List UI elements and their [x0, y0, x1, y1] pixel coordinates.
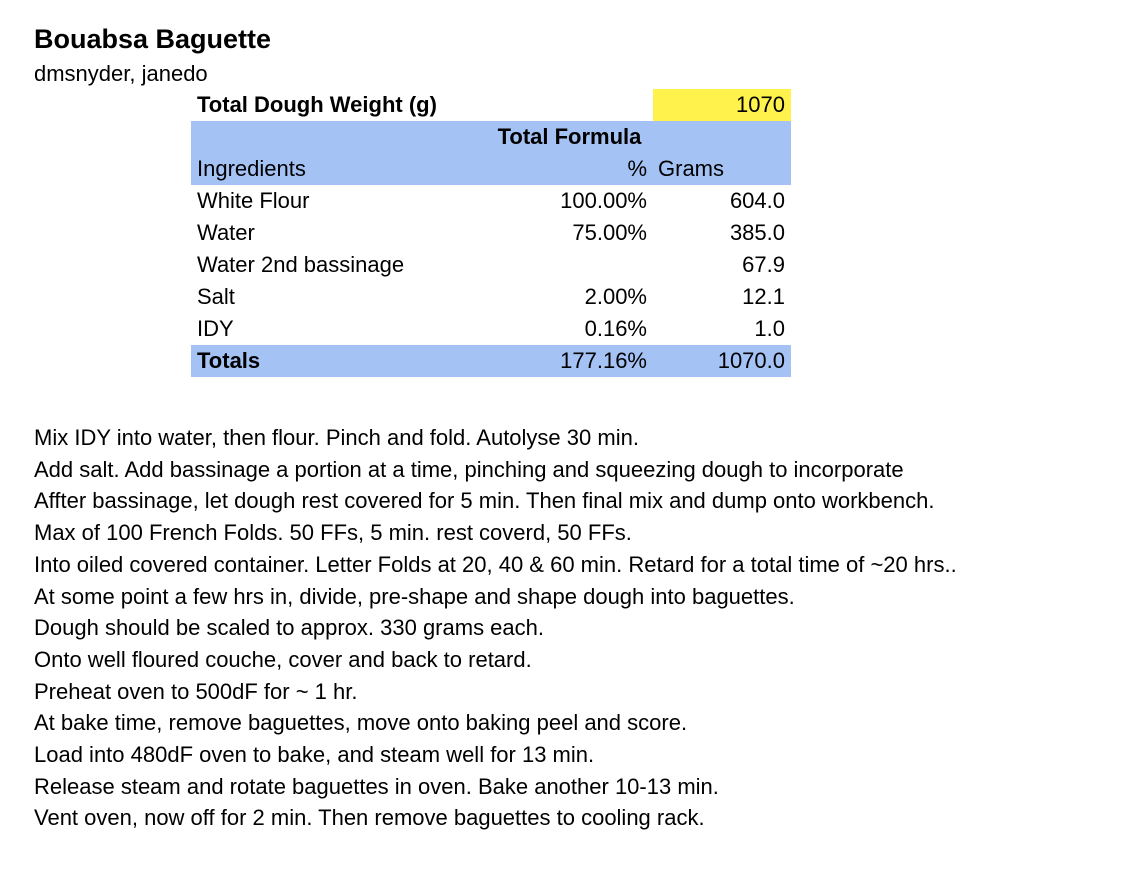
instruction-line: Load into 480dF oven to bake, and steam well for 13 min. — [34, 742, 595, 768]
ingredient-row — [191, 313, 791, 345]
instructions-list — [34, 422, 957, 834]
ingredient-row — [191, 217, 791, 249]
ingredient-name: Water — [197, 220, 255, 245]
total-weight-row — [191, 89, 791, 121]
totals-row — [191, 345, 791, 377]
recipe-authors: dmsnyder, janedo — [34, 61, 208, 86]
ingredient-name: Salt — [197, 284, 235, 309]
instruction-line: Into oiled covered container. Letter Folds at 20, 40 & 60 min. Retard for a total time of ~20 hrs.. — [34, 551, 957, 577]
grams-column-header: Grams — [658, 156, 724, 181]
ingredient-percent: 100.00% — [560, 188, 647, 213]
instruction-line: Dough should be scaled to approx. 330 grams each. — [34, 615, 544, 641]
total-weight-label: Total Dough Weight (g) — [197, 92, 437, 117]
ingredient-name: IDY — [197, 316, 234, 341]
column-header-row — [191, 153, 791, 185]
totals-label: Totals — [197, 348, 261, 373]
ingredient-name: Water 2nd bassinage — [197, 252, 405, 277]
instruction-line: Preheat oven to 500dF for ~ 1 hr. — [34, 678, 358, 704]
instruction-line: At some point a few hrs in, divide, pre-shape and shape dough into baguettes. — [34, 583, 795, 609]
formula-header: Total Formula — [497, 124, 642, 149]
ingredient-percent: 75.00% — [572, 220, 647, 245]
instruction-line: Max of 100 French Folds. 50 FFs, 5 min. rest coverd, 50 FFs. — [34, 520, 632, 546]
ingredient-rows — [191, 185, 791, 345]
ingredient-grams: 12.1 — [742, 284, 785, 309]
instruction-line: Mix IDY into water, then flour. Pinch and fold. Autolyse 30 min. — [34, 425, 639, 450]
instruction-line: At bake time, remove baguettes, move onto baking peel and score. — [34, 710, 688, 736]
formula-header-row — [191, 121, 791, 153]
total-weight-value[interactable]: 1070 — [736, 92, 785, 117]
totals-grams: 1070.0 — [717, 348, 785, 373]
ingredient-percent: 0.16% — [584, 316, 647, 341]
ingredients-column-header: Ingredients — [197, 156, 306, 181]
formula-table — [191, 89, 791, 377]
instruction-line: Add salt. Add bassinage a portion at a time, pinching and squeezing dough to incorporate — [34, 456, 904, 482]
ingredient-grams: 385.0 — [729, 220, 785, 245]
instruction-line: Onto well floured couche, cover and back to retard. — [34, 646, 532, 672]
ingredient-name: White Flour — [197, 188, 310, 213]
ingredient-row — [191, 185, 791, 217]
ingredient-percent: 2.00% — [584, 284, 647, 309]
totals-percent: 177.16% — [560, 348, 647, 373]
instruction-line: Affter bassinage, let dough rest covered for 5 min. Then final mix and dump onto workbench. — [34, 488, 935, 514]
ingredient-row — [191, 281, 791, 313]
recipe-title: Bouabsa Baguette — [34, 24, 272, 54]
ingredient-grams: 604.0 — [729, 188, 785, 213]
instruction-line: Release steam and rotate baguettes in oven. Bake another 10-13 min. — [34, 773, 719, 799]
percent-column-header: % — [627, 156, 647, 181]
ingredient-row — [191, 249, 791, 281]
instruction-line: Vent oven, now off for 2 min. Then remove baguettes to cooling rack. — [34, 805, 705, 831]
ingredient-grams: 1.0 — [754, 316, 785, 341]
ingredient-grams: 67.9 — [742, 252, 785, 277]
